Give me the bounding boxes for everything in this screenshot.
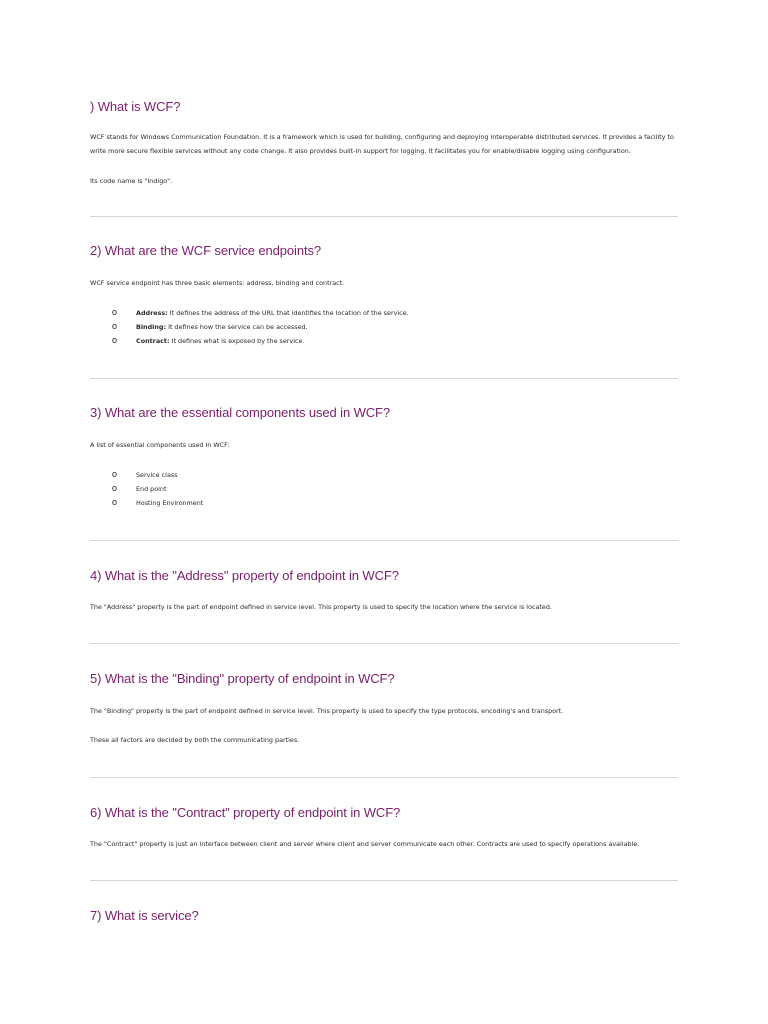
section-divider [90,880,678,881]
question-heading-3: 3) What are the essential components used in WCF? [90,405,391,420]
bullet-circle-icon: o [112,335,118,345]
bullet-circle-icon: o [112,497,118,507]
list-item-term: Contract: [136,337,170,345]
list-item-text: End point [136,485,167,493]
question-heading-7: 7) What is service? [90,908,199,923]
question-heading-2: 2) What are the WCF service endpoints? [90,243,322,258]
question-heading-4: 4) What is the "Address" property of endpoint in WCF? [90,568,399,583]
section-divider [90,643,678,644]
list-item-text: Hosting Environment [136,499,204,507]
question-heading-1: ) What is WCF? [90,99,181,114]
section-divider [90,777,678,778]
answer-paragraph-2a: WCF service endpoint has three basic elements: address, binding and contract. [90,279,345,287]
bullet-circle-icon: o [112,483,118,493]
section-divider [90,378,678,379]
question-heading-5: 5) What is the "Binding" property of endpoint in WCF? [90,671,395,686]
question-heading-6: 6) What is the "Contract" property of endpoint in WCF? [90,805,401,820]
bullet-circle-icon: o [112,307,118,317]
answer-paragraph-1b: Its code name is "Indigo". [90,177,173,185]
list-item-text: Service class [136,471,178,479]
answer-paragraph-6a: The "Contract" property is just an interface between client and server where client and server communicate each other. Contracts are used to specify operations available. [90,840,640,848]
bullet-circle-icon: o [112,469,118,479]
answer-paragraph-5a: The "Binding" property is the part of endpoint defined in service level. This property is used to specify the type protocols, encoding's and transport. [90,707,564,715]
list-item-term: Address: [136,309,168,317]
bullet-circle-icon: o [112,321,118,331]
answer-paragraph-1a: WCF stands for Windows Communication Foundation. It is a framework which is used for building, configuring and deploying interoperable distributed services. It provides a facility to write more secure flexible services without any code change. It also provides built-in support for logging. It facilitates you for enable/disable logging using configuration. [90,133,674,155]
list-item-text: It defines what is exposed by the service. [169,337,305,345]
list-item-text: It defines how the service can be accessed. [166,323,308,331]
answer-paragraph-3a: A list of essential components used in WCF: [90,441,230,449]
answer-paragraph-5b: These all factors are decided by both the communicating parties. [90,736,300,744]
list-item-text: It defines the address of the URL that identifies the location of the service. [167,309,409,317]
list-item-term: Binding: [136,323,167,331]
answer-paragraph-4a: The "Address" property is the part of endpoint defined in service level. This property is used to specify the location where the service is located. [90,603,552,611]
section-divider [90,540,678,541]
section-divider [90,216,678,217]
